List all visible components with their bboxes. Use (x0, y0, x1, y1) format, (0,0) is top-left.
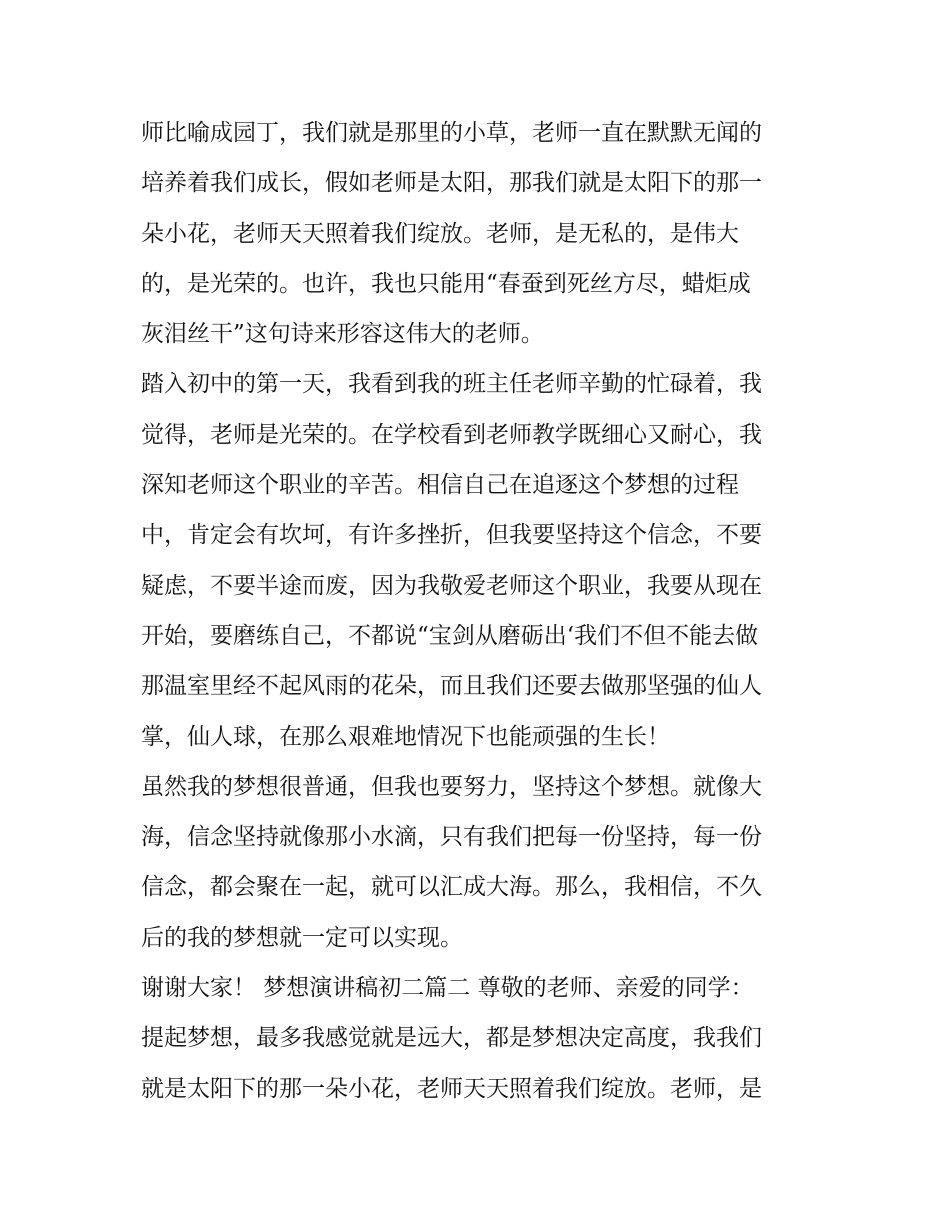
text-line: 疑虑，不要半途而废，因为我敬爱老师这个职业，我要从现在 (141, 572, 762, 599)
text-line: 师比喻成园丁，我们就是那里的小草，老师一直在默默无闻的 (141, 120, 762, 146)
text-line: 虽然我的梦想很普通，但我也要努力，坚持这个梦想。就像大 (141, 773, 762, 800)
text-line: 谢谢大家！ 梦想演讲稿初二篇二 尊敬的老师、亲爱的同学： (141, 975, 754, 1002)
text-line: 掌，仙人球，在那么艰难地情况下也能顽强的生长！ (141, 723, 670, 750)
text-line: 海，信念坚持就像那小水滴，只有我们把每一份坚持，每一份 (141, 824, 762, 851)
text-line: 觉得，老师是光荣的。在学校看到老师教学既细心又耐心，我 (141, 421, 762, 448)
text-line: 的，是光荣的。也许，我也只能用“春蚕到死丝方尽，蜡炬成 (141, 270, 751, 297)
text-line: 朵小花，老师天天照着我们绽放。老师，是无私的，是伟大 (141, 220, 739, 247)
text-line: 深知老师这个职业的辛苦。相信自己在追逐这个梦想的过程 (141, 472, 739, 499)
text-line: 信念，都会聚在一起，就可以汇成大海。那么，我相信，不久 (141, 874, 762, 901)
text-line: 培养着我们成长，假如老师是太阳，那我们就是太阳下的那一 (141, 170, 762, 197)
text-line: 那温室里经不起风雨的花朵，而且我们还要去做那坚强的仙人 (141, 673, 762, 700)
text-line: 灰泪丝干”这句诗来形容这伟大的老师。 (141, 321, 544, 348)
text-line: 就是太阳下的那一朵小花，老师天天照着我们绽放。老师，是 (141, 1075, 762, 1102)
text-line: 踏入初中的第一天，我看到我的班主任老师辛勤的忙碌着，我 (141, 371, 762, 398)
text-line: 提起梦想，最多我感觉就是远大，都是梦想决定高度，我我们 (141, 1025, 762, 1052)
text-line: 后的我的梦想就一定可以实现。 (141, 924, 463, 951)
text-line: 开始，要磨练自己，不都说“宝剑从磨砺出‘我们不但不能去做 (141, 622, 759, 649)
document-body (141, 108, 821, 1114)
text-line: 中，肯定会有坎坷，有许多挫折，但我要坚持这个信念，不要 (141, 522, 762, 549)
